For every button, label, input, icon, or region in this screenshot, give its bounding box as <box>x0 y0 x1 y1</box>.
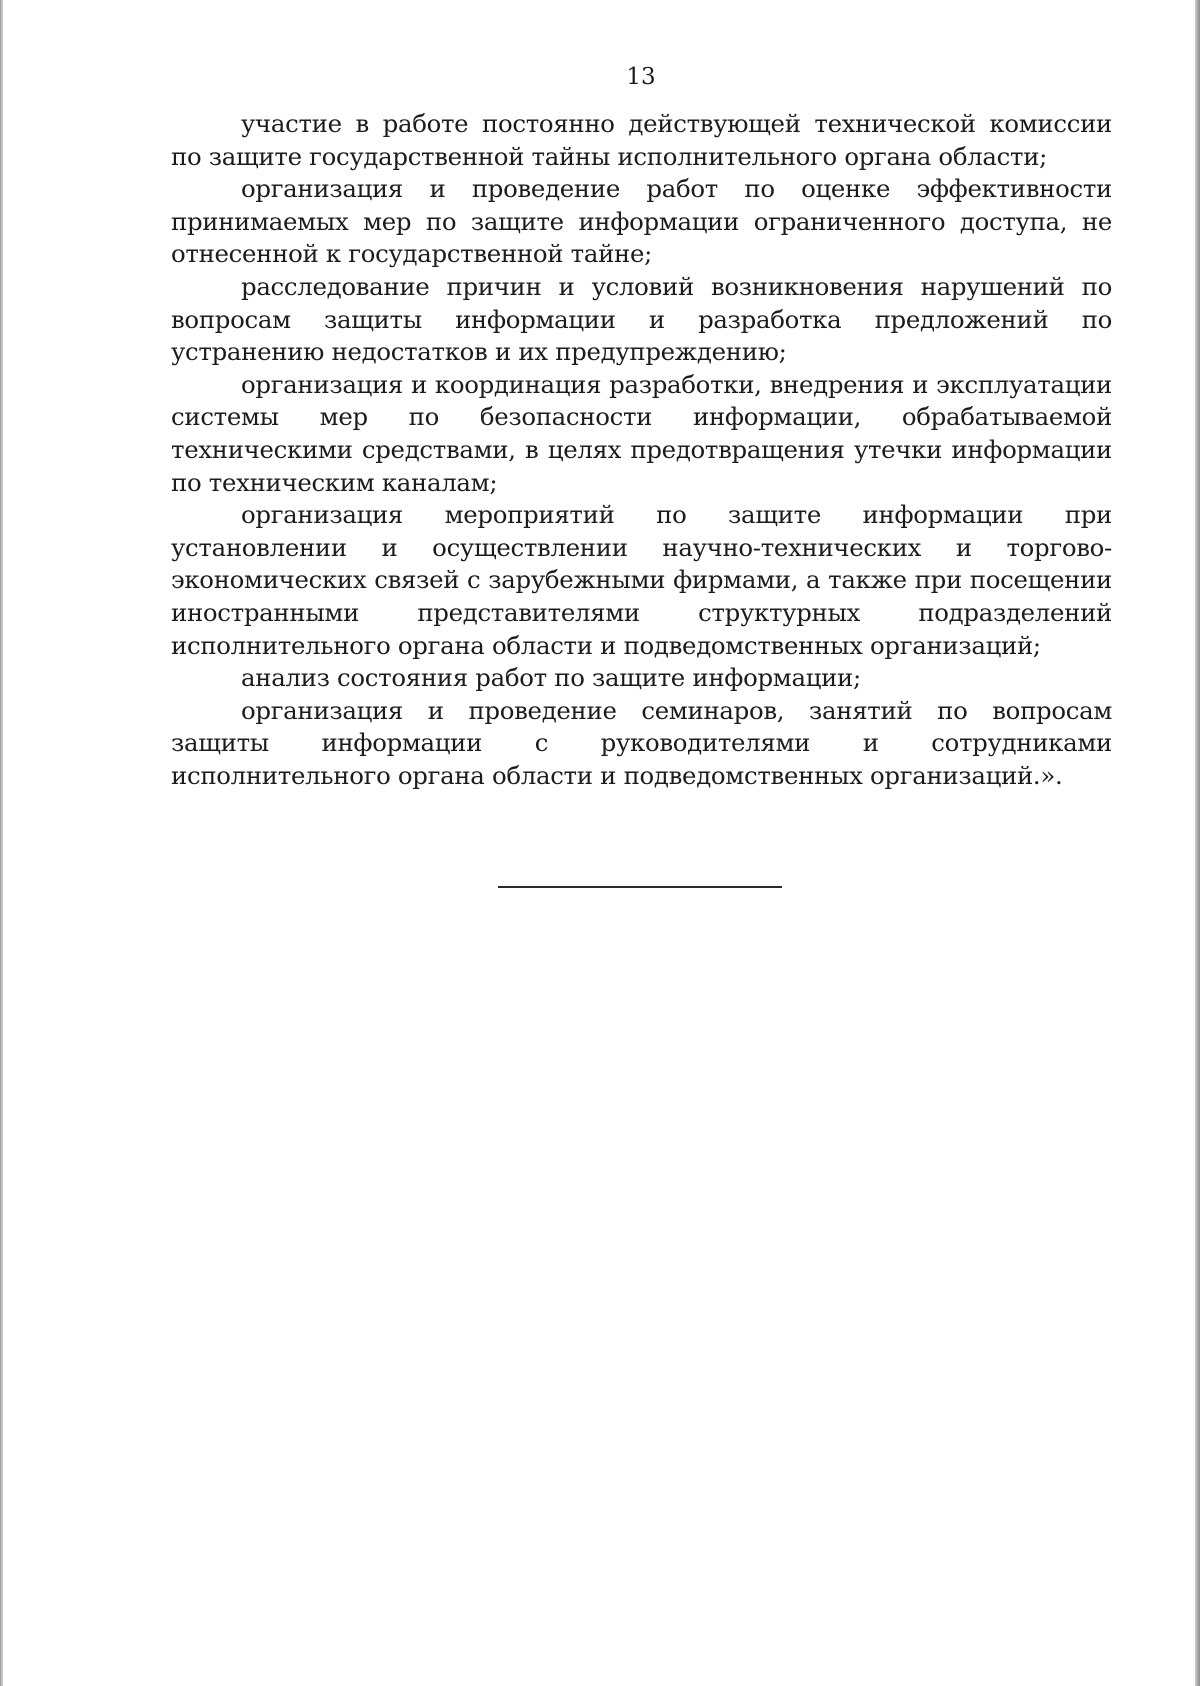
scan-edge-left <box>0 0 3 1686</box>
paragraph: расследование причин и условий возникновения нарушений по вопросам защиты информации и разработка предложений по устранению недостатков и их предупреждению; <box>171 271 1112 367</box>
paragraph: анализ состояния работ по защите информации; <box>241 663 861 693</box>
end-divider-line <box>498 886 782 888</box>
body-text <box>171 108 1112 792</box>
page-number: 13 <box>626 64 656 90</box>
paragraph: организация и проведение семинаров, занятий по вопросам защиты информации с руководителями и сотрудниками исполнительного органа области и подведомственных организаций.». <box>171 695 1112 790</box>
paragraph: участие в работе постоянно действующей технической комиссии по защите государственной тайны исполнительного органа области; <box>171 109 1112 171</box>
paragraph: организация мероприятий по защите информации при установлении и осуществлении научно-технических и торгово-экономических связей с зарубежными фирмами, а также при посещении иностранными представителями структурных подразделений исполнительного органа области и подведомственных организаций; <box>171 500 1112 660</box>
paragraph: организация и проведение работ по оценке эффективности принимаемых мер по защите информации ограниченного доступа, не отнесенной к государственной тайне; <box>171 174 1112 269</box>
paragraph: организация и координация разработки, внедрения и эксплуатации системы мер по безопасности информации, обрабатываемой техническими средствами, в целях предотвращения утечки информации по техническим каналам; <box>171 369 1112 497</box>
scan-edge-right <box>1195 0 1200 1686</box>
